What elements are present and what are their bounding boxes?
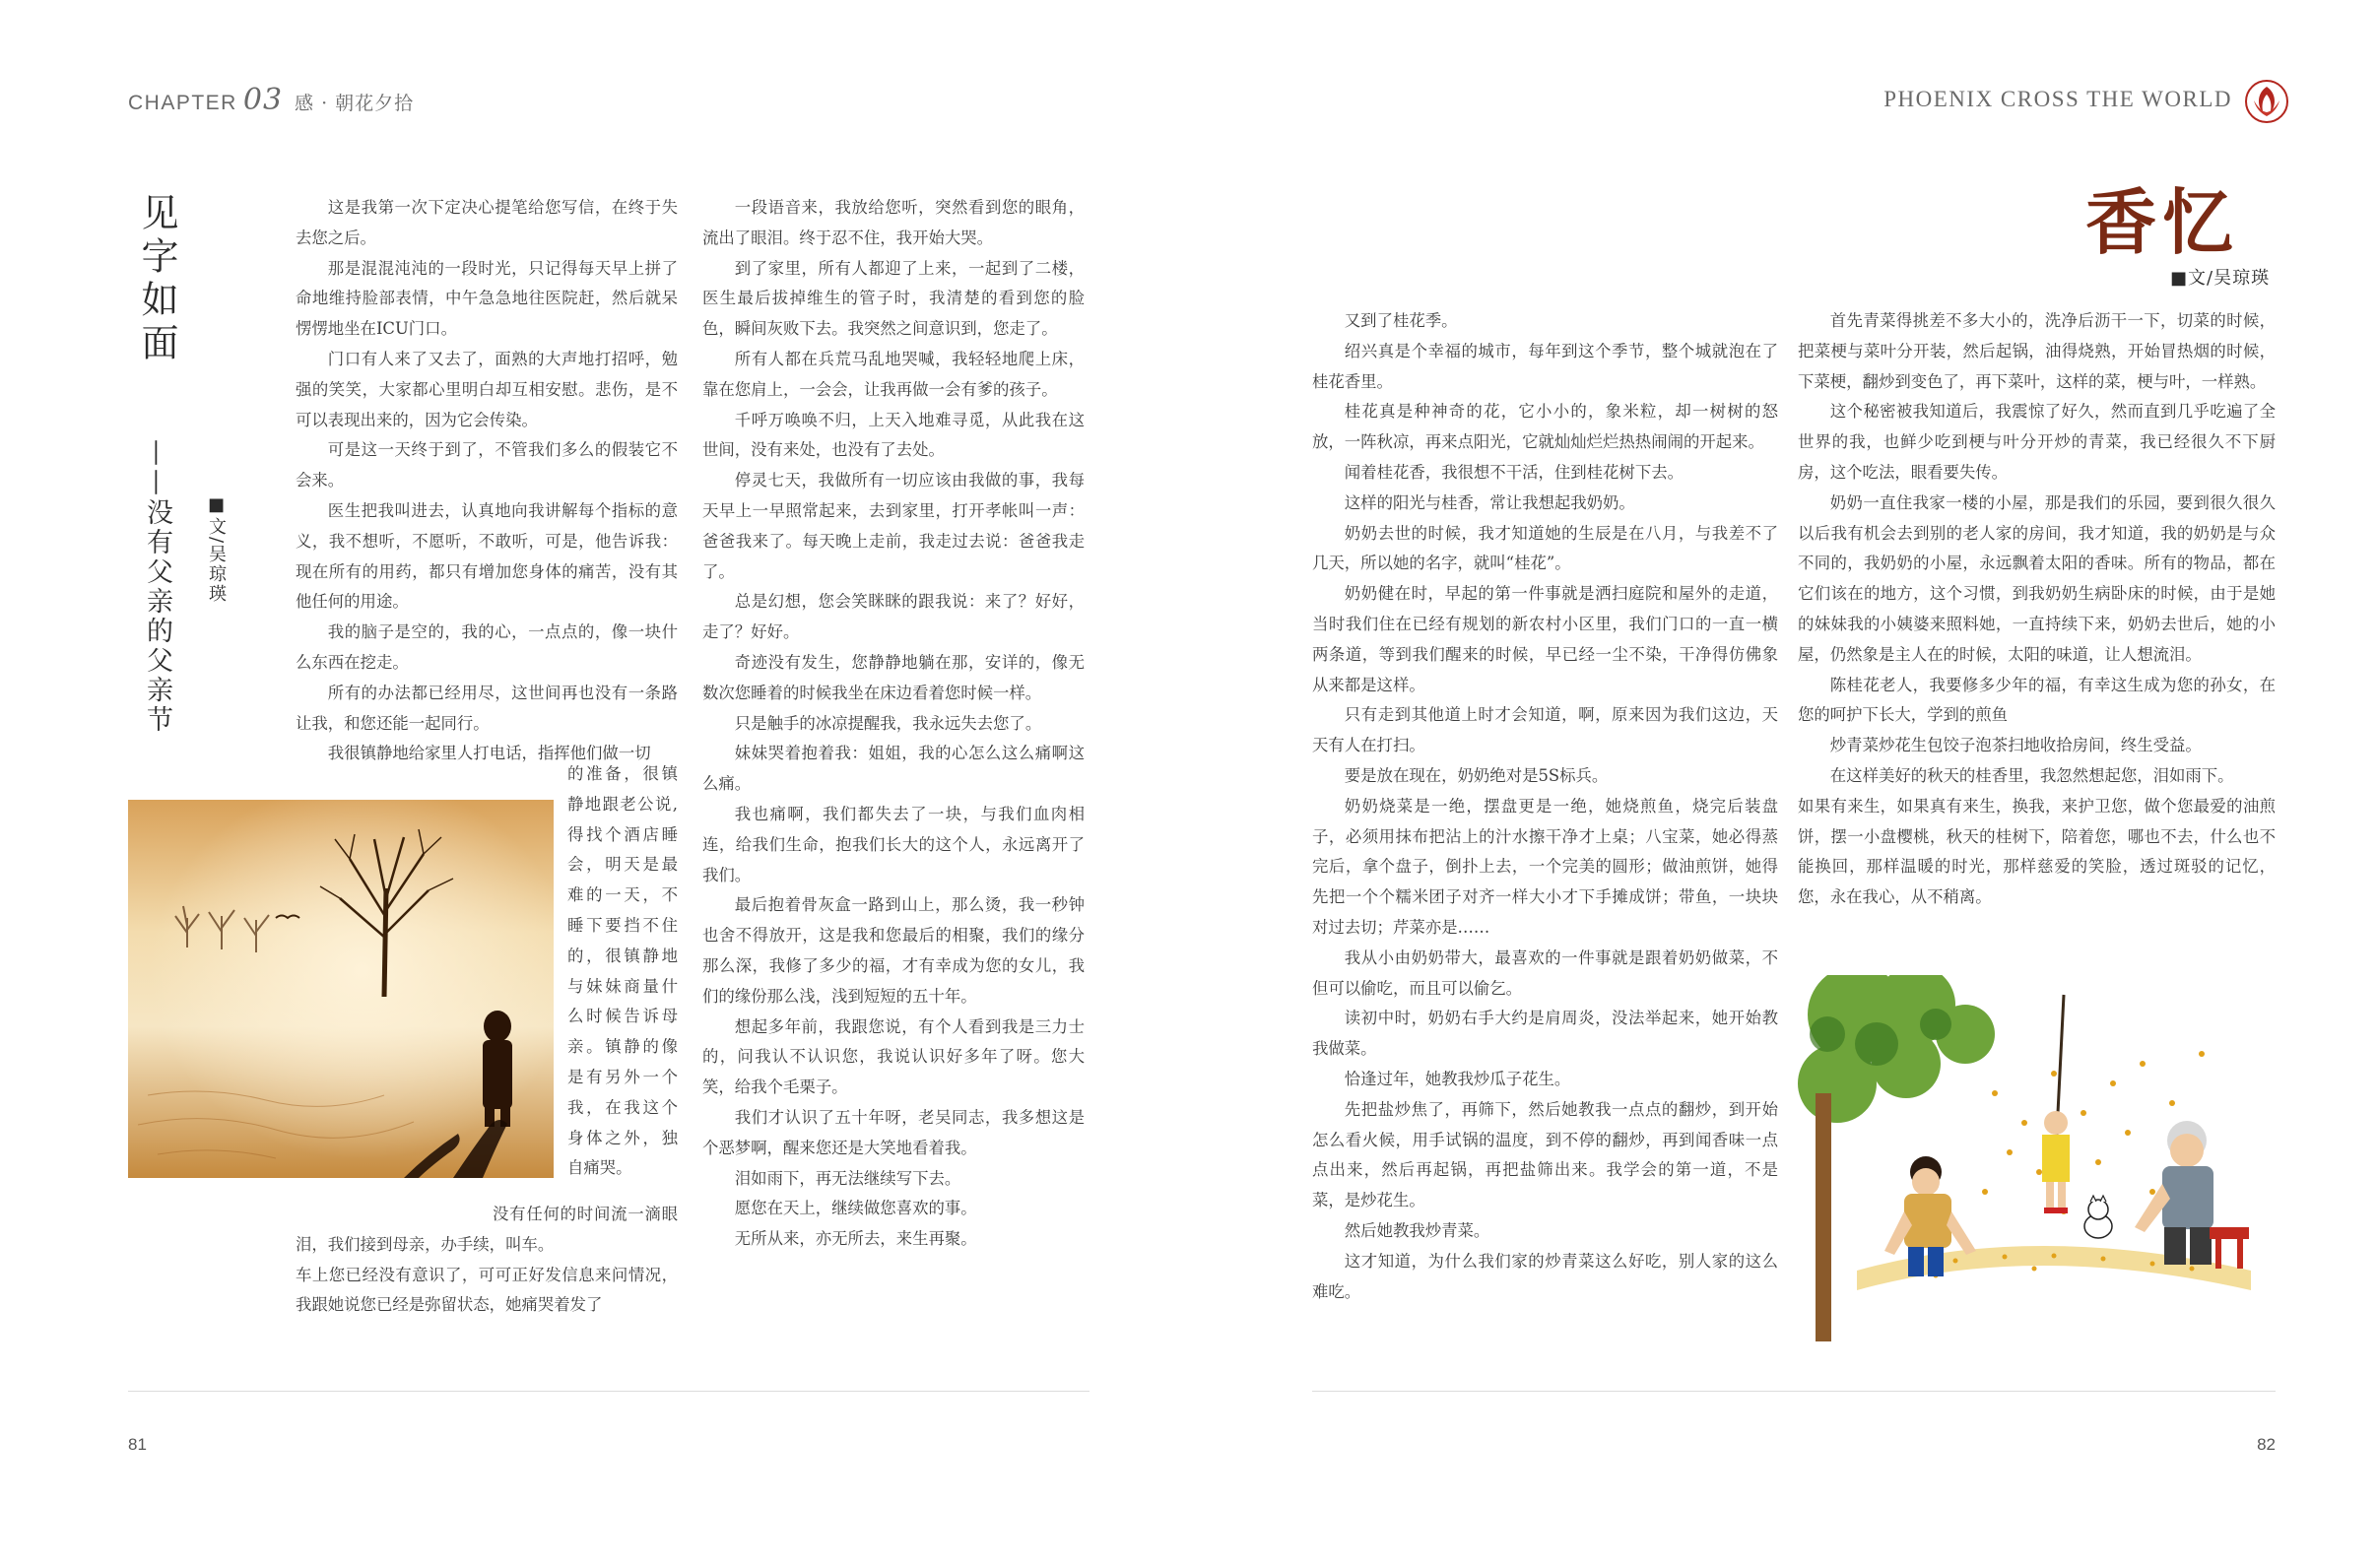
paragraph: 到了家里，所有人都迎了上来，一起到了二楼，医生最后拔掉维生的管子时，我清楚的看到您的脸色，瞬间灰败下去。我突然之间意识到，您走了。	[702, 258, 1085, 339]
article-title: 见字如面	[135, 193, 178, 366]
paragraph: 绍兴真是个幸福的城市，每年到这个季节，整个城就泡在了桂花香里。	[1312, 341, 1778, 391]
paragraph: 在这样美好的秋天的桂香里，我忽然想起您，泪如雨下。	[1829, 765, 2234, 785]
paragraph: 我的脑子是空的，我的心，一点点的，像一块什么东西在挖走。	[296, 622, 678, 672]
paragraph: 无所从来，亦无所去，来生再聚。	[734, 1229, 977, 1249]
paragraph: 陈桂花老人，我要修多少年的福，有幸这生成为您的孙女，在您的呵护下长大，学到的煎鱼	[1798, 675, 2276, 725]
paragraph: 可是这一天终于到了，不管我们多么的假装它不会来。	[296, 440, 678, 490]
article-author: ■文/吴琼瑛	[206, 494, 227, 605]
paragraph: 桂花真是种神奇的花，它小小的，象米粒，却一树树的怒放，一阵秋凉，再来点阳光，它就灿灿烂烂热热闹闹的开起来。	[1312, 402, 1778, 452]
left-running-head	[128, 83, 414, 117]
paragraph: 医生把我叫进去，认真地向我讲解每个指标的意义，我不想听，不愿听，不敢听，可是，他告诉我：现在所有的用药，都只有增加您身体的痛苦，没有其他任何的用途。	[296, 500, 678, 612]
paragraph: 然后她教我炒青菜。	[1344, 1220, 1490, 1240]
paragraph: 泪如雨下，再无法继续写下去。	[734, 1168, 961, 1188]
text-column-a-continued	[296, 1200, 678, 1321]
page-number: 82	[2257, 1435, 2276, 1454]
paragraph: 总是幻想，您会笑眯眯的跟我说：来了？好好，走了？好好。	[702, 592, 1085, 642]
footer-rule	[128, 1391, 1090, 1392]
paragraph: 停灵七天，我做所有一切应该由我做的事，我每天早上一早照常起来，去到家里，打开孝帐叫一声：爸爸我来了。每天晚上走前，我走过去说：爸爸我走了。	[702, 471, 1085, 581]
paragraph: 我也痛啊，我们都失去了一块，与我们血肉相连，给我们生命，抱我们长大的这个人，永远离开了我们。	[702, 804, 1085, 884]
paragraph: 妹妹哭着抱着我：姐姐，我的心怎么这么痛啊这么痛。	[702, 744, 1085, 794]
paragraph: 只是触手的冰凉提醒我，我永远失去您了。	[734, 713, 1042, 733]
paragraph: 没有任何的时间流一滴眼泪，我们接到母亲，办手续，叫车。	[296, 1205, 678, 1254]
winter-silhouette-illustration	[128, 800, 554, 1178]
chapter-label: CHAPTER	[128, 92, 237, 114]
grandmother-cooking-illustration	[1798, 975, 2275, 1341]
paragraph: 我从小由奶奶带大，最喜欢的一件事就是跟着奶奶做菜，不但可以偷吃，而且可以偷乞。	[1312, 947, 1778, 998]
paragraph: 闻着桂花香，我很想不干活，住到桂花树下去。	[1344, 462, 1684, 482]
text-column-c	[1312, 306, 1778, 1307]
paragraph: 首先青菜得挑差不多大小的，洗净后沥干一下，切菜的时候，把菜梗与菜叶分开装，然后起锅，油得烧熟，开始冒热烟的时候，下菜梗，翻炒到变色了，再下菜叶，这样的菜，梗与叶，一样熟。	[1798, 311, 2276, 391]
paragraph: 我们才认识了五十年呀，老吴同志，我多想这是个恶梦啊，醒来您还是大笑地看着我。	[702, 1107, 1085, 1157]
chapter-subtitle: 感 · 朝花夕拾	[295, 93, 415, 114]
paragraph: 这个秘密被我知道后，我震惊了好久，然而直到几乎吃遍了全世界的我，也鲜少吃到梗与叶分开炒的青菜，我已经很久不下厨房，这个吃法，眼看要失传。	[1798, 402, 2276, 482]
text-column-a	[296, 193, 678, 769]
phoenix-logo-icon	[2244, 79, 2289, 124]
article-author: ■文/吴琼瑛	[2170, 268, 2271, 289]
text-column-b	[702, 193, 1085, 1255]
paragraph: 那是混混沌沌的一段时光，只记得每天早上拼了命地维持脸部表情，中午急急地往医院赶，然后就呆愣愣地坐在ICU门口。	[296, 258, 678, 339]
paragraph: 奶奶一直住我家一楼的小屋，那是我们的乐园，要到很久很久以后我有机会去到别的老人家的房间，我才知道，我的奶奶是与众不同的，我奶奶的小屋，永远飘着太阳的香味。所有的物品，都在它们该在的地方，这个习惯，到我奶奶生病卧床的时候，由于是她的妹妹我的小姨婆来照料她，一直持续下来，奶奶去世后，她的小屋，仍然象是主人在的时候，太阳的味道，让人想流泪。	[1798, 492, 2276, 664]
page-number: 81	[128, 1435, 147, 1454]
paragraph: 读初中时，奶奶右手大约是肩周炎，没法举起来，她开始教我做菜。	[1312, 1009, 1778, 1059]
text-column-d	[1798, 306, 2276, 913]
right-page	[1189, 0, 2378, 1568]
paragraph: 奶奶健在时，早起的第一件事就是洒扫庭院和屋外的走道，当时我们住在已经有规划的新农村小区里，我们门口的一直一横两条道，等到我们醒来的时候，早已经一尘不染，干净得仿佛象从来都是这样。	[1312, 584, 1778, 694]
paragraph: 先把盐炒焦了，再筛下，然后她教我一点点的翻炒，到开始怎么看火候，用手试锅的温度，到不停的翻炒，再到闻香味一点点出来，然后再起锅，再把盐筛出来。我学会的第一道，不是菜，是炒花生。	[1312, 1099, 1778, 1210]
paragraph: 奶奶烧菜是一绝，摆盘更是一绝，她烧煎鱼，烧完后装盘子，必须用抹布把沾上的汁水擦干净才上桌；八宝菜，她必得蒸完后，拿个盘子，倒扑上去，一个完美的圆形；做油煎饼，她得先把一个个糯米团子对齐一样大小才下手摊成饼；带鱼，一块块对过去切；芹菜亦是……	[1312, 796, 1778, 937]
paragraph: 炒青菜炒花生包饺子泡茶扫地收拾房间，终生受益。	[1829, 736, 2202, 755]
article-subtitle: ——没有父亲的父亲节	[142, 439, 172, 735]
article-title-calligraphy: 香忆	[2085, 180, 2240, 264]
paragraph: 只有走到其他道上时才会知道，啊，原来因为我们这边，天天有人在打扫。	[1312, 705, 1778, 755]
paragraph: 所有人都在兵荒马乱地哭喊，我轻轻地爬上床，靠在您肩上，一会会，让我再做一会有爹的孩子。	[702, 349, 1085, 399]
paragraph: 车上您已经没有意识了，可可正好发信息来问情况，我跟她说您已经是弥留状态，她痛哭着发了	[296, 1265, 678, 1315]
paragraph: 这是我第一次下定决心提笔给您写信，在终于失去您之后。	[296, 198, 678, 247]
paragraph: 这样的阳光与桂香，常让我想起我奶奶。	[1344, 492, 1635, 512]
paragraph: 一段语音来，我放给您听，突然看到您的眼角，流出了眼泪。终于忍不住，我开始大哭。	[702, 198, 1085, 247]
paragraph: 恰逢过年，她教我炒瓜子花生。	[1344, 1069, 1571, 1088]
paragraph: 想起多年前，我跟您说，有个人看到我是三力士的，问我认不认识您，我说认识好多年了呀。您大笑，给我个毛栗子。	[702, 1016, 1085, 1097]
paragraph: 又到了桂花季。	[1344, 311, 1458, 330]
paragraph: 奶奶去世的时候，我才知道她的生辰是在八月，与我差不了几天，所以她的名字，就叫“桂花”。	[1312, 523, 1778, 573]
paragraph: 如果有来生，如果真有来生，换我，来护卫您，做个您最爱的油煎饼，摆一小盘樱桃，秋天的桂树下，陪着您，哪也不去，什么也不能换回，那样温暖的时光，那样慈爱的笑脸，透过斑驳的记忆，您，永在我心，从不稍离。	[1798, 796, 2276, 907]
chapter-number: 03	[242, 83, 284, 117]
paragraph: 这才知道，为什么我们家的炒青菜这么好吃，别人家的这么难吃。	[1312, 1251, 1778, 1301]
paragraph: 门口有人来了又去了，面熟的大声地打招呼，勉强的笑笑，大家都心里明白却互相安慰。悲伤，是不可以表现出来的，因为它会传染。	[296, 349, 678, 429]
paragraph: 所有的办法都已经用尽，这世间再也没有一条路让我，和您还能一起同行。	[296, 683, 678, 733]
paragraph: 愿您在天上，继续做您喜欢的事。	[734, 1199, 977, 1218]
paragraph: 奇迹没有发生，您静静地躺在那，安详的，像无数次您睡着的时候我坐在床边看着您时候一样。	[702, 652, 1085, 702]
paragraph: 要是放在现在，奶奶绝对是5S标兵。	[1344, 765, 1609, 785]
paragraph: 最后抱着骨灰盒一路到山上，那么烫，我一秒钟也舍不得放开，这是我和您最后的相聚，我们的缘分那么深，我修了多少的福，才有幸成为您的女儿，我们的缘份那么浅，浅到短短的五十年。	[702, 895, 1085, 1006]
right-running-head: PHOENIX CROSS THE WORLD	[1883, 87, 2232, 111]
footer-rule	[1312, 1391, 2276, 1392]
paragraph: 千呼万唤唤不归，上天入地难寻觅，从此我在这世间，没有来处，也没有了去处。	[702, 410, 1085, 460]
paragraph: 我很镇静地给家里人打电话，指挥他们做一切	[327, 744, 651, 763]
text-wrap-around-image: 的准备，很镇静地跟老公说,得找个酒店睡会，明天是最难的一天，不睡下要挡不住的，很镇静地与妹妹商量什么时候告诉母亲。镇静的像是有另外一个我，在我这个身体之外，独自痛哭。	[567, 764, 678, 1178]
